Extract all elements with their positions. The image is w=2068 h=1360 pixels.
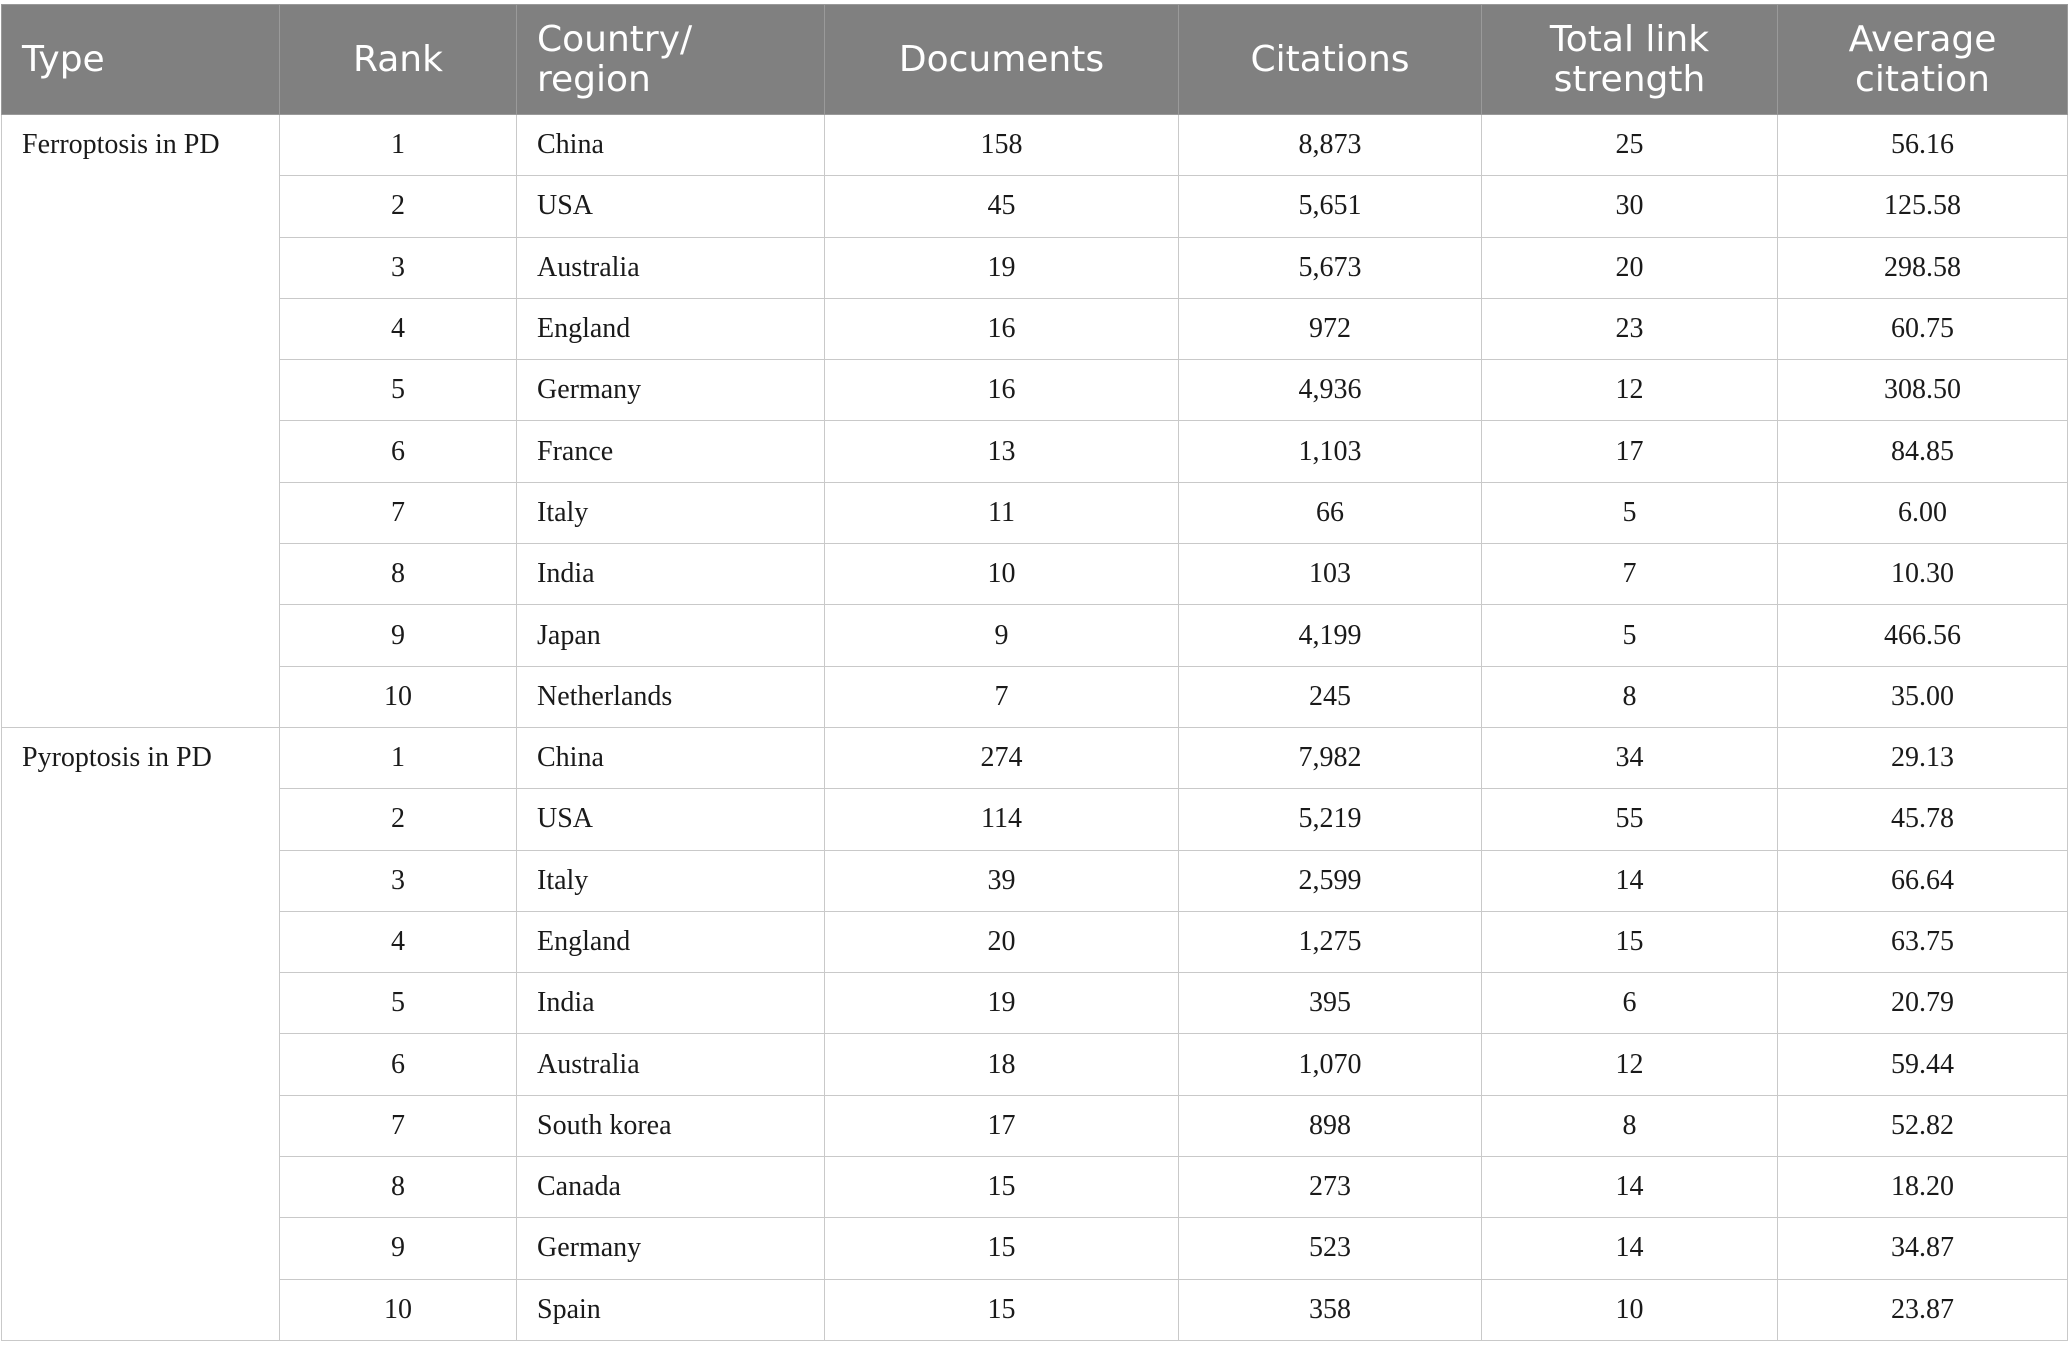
total-link-strength-cell: 5	[1482, 605, 1778, 666]
average-citation-cell: 35.00	[1778, 666, 2068, 727]
table-row	[2, 115, 2068, 176]
average-citation-cell: 63.75	[1778, 911, 2068, 972]
total-link-strength-cell: 15	[1482, 911, 1778, 972]
citations-cell: 1,103	[1179, 421, 1482, 482]
total-link-strength-cell: 34	[1482, 727, 1778, 788]
column-header-documents: Documents	[825, 5, 1179, 115]
total-link-strength-cell: 8	[1482, 666, 1778, 727]
average-citation-cell: 56.16	[1778, 115, 2068, 176]
documents-cell: 13	[825, 421, 1179, 482]
table-row	[2, 1157, 2068, 1218]
documents-cell: 39	[825, 850, 1179, 911]
country-cell: England	[517, 298, 825, 359]
country-cell: India	[517, 973, 825, 1034]
column-header-type: Type	[2, 5, 280, 115]
total-link-strength-cell: 14	[1482, 1218, 1778, 1279]
total-link-strength-cell: 14	[1482, 1157, 1778, 1218]
citations-cell: 898	[1179, 1095, 1482, 1156]
rank-cell: 8	[280, 1157, 517, 1218]
country-cell: England	[517, 911, 825, 972]
rank-cell: 2	[280, 176, 517, 237]
average-citation-cell: 23.87	[1778, 1279, 2068, 1340]
country-ranking-table	[1, 4, 2068, 1341]
citations-cell: 395	[1179, 973, 1482, 1034]
table-row	[2, 789, 2068, 850]
column-header-country: Country/ region	[517, 5, 825, 115]
documents-cell: 45	[825, 176, 1179, 237]
country-cell: China	[517, 727, 825, 788]
rank-cell: 1	[280, 727, 517, 788]
documents-cell: 15	[825, 1279, 1179, 1340]
country-cell: USA	[517, 789, 825, 850]
country-cell: Italy	[517, 482, 825, 543]
country-cell: USA	[517, 176, 825, 237]
documents-cell: 7	[825, 666, 1179, 727]
country-cell: Netherlands	[517, 666, 825, 727]
rank-cell: 6	[280, 421, 517, 482]
country-cell: India	[517, 544, 825, 605]
total-link-strength-cell: 6	[1482, 973, 1778, 1034]
table-header	[2, 5, 2068, 115]
table-row	[2, 605, 2068, 666]
country-cell: Canada	[517, 1157, 825, 1218]
rank-cell: 1	[280, 115, 517, 176]
documents-cell: 9	[825, 605, 1179, 666]
total-link-strength-cell: 8	[1482, 1095, 1778, 1156]
citations-cell: 523	[1179, 1218, 1482, 1279]
rank-cell: 4	[280, 298, 517, 359]
citations-cell: 2,599	[1179, 850, 1482, 911]
table-row	[2, 482, 2068, 543]
rank-cell: 3	[280, 237, 517, 298]
table-row	[2, 421, 2068, 482]
documents-cell: 18	[825, 1034, 1179, 1095]
documents-cell: 274	[825, 727, 1179, 788]
documents-cell: 15	[825, 1218, 1179, 1279]
rank-cell: 2	[280, 789, 517, 850]
type-cell: Ferroptosis in PD	[2, 115, 280, 728]
rank-cell: 9	[280, 1218, 517, 1279]
country-cell: Germany	[517, 360, 825, 421]
citations-cell: 7,982	[1179, 727, 1482, 788]
total-link-strength-cell: 20	[1482, 237, 1778, 298]
total-link-strength-cell: 17	[1482, 421, 1778, 482]
table-row	[2, 1095, 2068, 1156]
rank-cell: 3	[280, 850, 517, 911]
average-citation-cell: 10.30	[1778, 544, 2068, 605]
total-link-strength-cell: 30	[1482, 176, 1778, 237]
average-citation-cell: 45.78	[1778, 789, 2068, 850]
type-cell: Pyroptosis in PD	[2, 727, 280, 1340]
average-citation-cell: 125.58	[1778, 176, 2068, 237]
average-citation-cell: 308.50	[1778, 360, 2068, 421]
country-cell: Australia	[517, 237, 825, 298]
average-citation-cell: 298.58	[1778, 237, 2068, 298]
column-header-average-citation: Average citation	[1778, 5, 2068, 115]
table-row	[2, 360, 2068, 421]
column-header-total-link-strength: Total link strength	[1482, 5, 1778, 115]
table-row	[2, 176, 2068, 237]
average-citation-cell: 59.44	[1778, 1034, 2068, 1095]
table-row	[2, 911, 2068, 972]
citations-cell: 66	[1179, 482, 1482, 543]
average-citation-cell: 6.00	[1778, 482, 2068, 543]
rank-cell: 7	[280, 482, 517, 543]
country-table-container	[0, 4, 2068, 1341]
rank-cell: 5	[280, 973, 517, 1034]
country-cell: Spain	[517, 1279, 825, 1340]
citations-cell: 972	[1179, 298, 1482, 359]
column-header-rank: Rank	[280, 5, 517, 115]
table-row	[2, 1279, 2068, 1340]
total-link-strength-cell: 14	[1482, 850, 1778, 911]
country-cell: Germany	[517, 1218, 825, 1279]
citations-cell: 1,275	[1179, 911, 1482, 972]
total-link-strength-cell: 23	[1482, 298, 1778, 359]
average-citation-cell: 66.64	[1778, 850, 2068, 911]
column-header-citations: Citations	[1179, 5, 1482, 115]
country-cell: Australia	[517, 1034, 825, 1095]
table-row	[2, 237, 2068, 298]
citations-cell: 273	[1179, 1157, 1482, 1218]
documents-cell: 114	[825, 789, 1179, 850]
table-row	[2, 544, 2068, 605]
citations-cell: 4,936	[1179, 360, 1482, 421]
total-link-strength-cell: 5	[1482, 482, 1778, 543]
total-link-strength-cell: 12	[1482, 360, 1778, 421]
country-cell: Italy	[517, 850, 825, 911]
total-link-strength-cell: 10	[1482, 1279, 1778, 1340]
total-link-strength-cell: 12	[1482, 1034, 1778, 1095]
average-citation-cell: 20.79	[1778, 973, 2068, 1034]
country-cell: China	[517, 115, 825, 176]
citations-cell: 4,199	[1179, 605, 1482, 666]
citations-cell: 8,873	[1179, 115, 1482, 176]
documents-cell: 15	[825, 1157, 1179, 1218]
average-citation-cell: 18.20	[1778, 1157, 2068, 1218]
table-row	[2, 973, 2068, 1034]
rank-cell: 9	[280, 605, 517, 666]
rank-cell: 6	[280, 1034, 517, 1095]
country-cell: South korea	[517, 1095, 825, 1156]
citations-cell: 103	[1179, 544, 1482, 605]
table-row	[2, 1218, 2068, 1279]
country-cell: France	[517, 421, 825, 482]
country-cell: Japan	[517, 605, 825, 666]
documents-cell: 20	[825, 911, 1179, 972]
rank-cell: 10	[280, 1279, 517, 1340]
documents-cell: 19	[825, 973, 1179, 1034]
documents-cell: 10	[825, 544, 1179, 605]
header-row	[2, 5, 2068, 115]
documents-cell: 158	[825, 115, 1179, 176]
total-link-strength-cell: 7	[1482, 544, 1778, 605]
table-row	[2, 727, 2068, 788]
documents-cell: 19	[825, 237, 1179, 298]
total-link-strength-cell: 55	[1482, 789, 1778, 850]
average-citation-cell: 466.56	[1778, 605, 2068, 666]
table-row	[2, 666, 2068, 727]
rank-cell: 5	[280, 360, 517, 421]
table-row	[2, 1034, 2068, 1095]
rank-cell: 10	[280, 666, 517, 727]
table-row	[2, 298, 2068, 359]
total-link-strength-cell: 25	[1482, 115, 1778, 176]
documents-cell: 16	[825, 298, 1179, 359]
documents-cell: 16	[825, 360, 1179, 421]
citations-cell: 1,070	[1179, 1034, 1482, 1095]
citations-cell: 5,673	[1179, 237, 1482, 298]
citations-cell: 5,651	[1179, 176, 1482, 237]
rank-cell: 7	[280, 1095, 517, 1156]
table-body	[2, 115, 2068, 1341]
citations-cell: 358	[1179, 1279, 1482, 1340]
documents-cell: 11	[825, 482, 1179, 543]
rank-cell: 8	[280, 544, 517, 605]
citations-cell: 245	[1179, 666, 1482, 727]
citations-cell: 5,219	[1179, 789, 1482, 850]
average-citation-cell: 29.13	[1778, 727, 2068, 788]
table-row	[2, 850, 2068, 911]
documents-cell: 17	[825, 1095, 1179, 1156]
average-citation-cell: 34.87	[1778, 1218, 2068, 1279]
average-citation-cell: 84.85	[1778, 421, 2068, 482]
average-citation-cell: 60.75	[1778, 298, 2068, 359]
average-citation-cell: 52.82	[1778, 1095, 2068, 1156]
rank-cell: 4	[280, 911, 517, 972]
